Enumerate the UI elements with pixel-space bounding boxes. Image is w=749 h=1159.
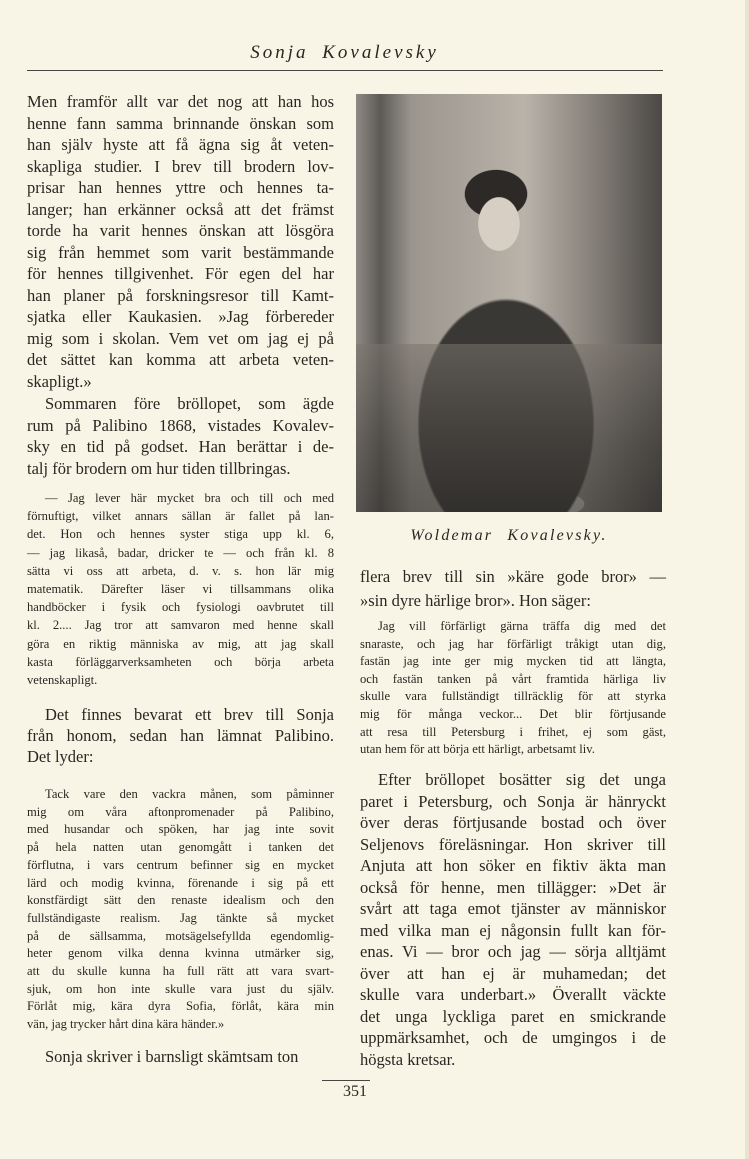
header-rule — [27, 70, 663, 71]
text-line: mig om våra aftonpromenader på Palibino, — [27, 804, 334, 819]
text-line: heter genom vilka denna kvinna utmärker sig, — [27, 946, 334, 961]
page-edge — [745, 0, 749, 1159]
text-line: Seljenovs föreläsningar. Hon skriver till — [360, 834, 666, 854]
running-title: Sonja Kovalevsky — [250, 42, 439, 63]
text-line: det unga lyckliga paret en smickrande — [360, 1006, 666, 1026]
text-line: skulle vara fullständigt tillräcklig för att styrka — [360, 689, 666, 704]
text-line: snaraste, och jag har förfärligt tråkigt utan dig, — [360, 636, 666, 651]
text-line: — jag likaså, badar, dricker te — och från kl. 8 — [27, 545, 334, 560]
text-line: också för henne, men tillägger: »Det är — [360, 877, 666, 897]
text-line: för hennes tillgivenhet. För egen del har — [27, 264, 334, 283]
text-line: Jag vill förfärligt gärna träffa dig med det — [378, 619, 666, 633]
text-line: kasta förläggarverksamheten och börja arbeta — [27, 654, 334, 669]
text-line: från honom, sedan han lämnat Palibino. — [27, 726, 334, 745]
text-line: han planer på forskningsresor till Kamt- — [27, 285, 334, 305]
text-line: Tack vare den vackra månen, som påminner — [45, 787, 334, 801]
text-line: enas. Vi — bror och jag — sörja alltjämt — [360, 942, 666, 961]
text-line: Men framför allt var det nog att han hos — [27, 92, 334, 111]
page-number: 351 — [343, 1083, 367, 1100]
text-line: sjatka eller Kaukasien. »Jag förbereder — [27, 307, 334, 326]
paragraph — [360, 769, 666, 1070]
text-line: Anjuta att hon söker en fiktiv äkta man — [360, 856, 666, 875]
text-line: skapligt.» — [27, 371, 92, 391]
quoted-letter-excerpt — [27, 489, 334, 689]
text-line: att resa till Petersburg i frihet, ej som gäst, — [360, 724, 666, 739]
text-line: langer; han erkänner också att det främst — [27, 199, 334, 219]
text-line: med vilka man ej någonsin fullt kan för- — [360, 920, 666, 940]
text-line: torde ha varit hennes önskan att lösgöra — [27, 221, 334, 240]
text-line: handböcker i fysik och fysiologi oavbrutet till — [27, 600, 334, 615]
text-line: svårt att taga emot tjänster av människor — [360, 899, 666, 918]
text-line: Det lyder: — [27, 747, 94, 766]
text-line: och fastän tanken på vårt framtida härliga liv — [360, 671, 666, 686]
text-line: över att han ej är muhamedan; det — [360, 963, 666, 983]
text-line: på de sällsamma, motsägelsefyllda egendomlig- — [27, 928, 334, 943]
text-line: sky en tid på godset. Han berättar i de- — [27, 437, 334, 456]
text-line: det. Hon och hennes syster stiga upp kl. 6, — [27, 527, 334, 542]
text-line: Förlåt mig, kära dyra Sofia, förlåt, kära min — [27, 999, 334, 1014]
text-line: göra en riktig människa av mig, att jag skall — [27, 636, 334, 651]
text-line: »sin dyre härlige bror». Hon säger: — [360, 591, 591, 610]
text-line: rum på Palibino 1868, vistades Kovalev- — [27, 415, 334, 435]
text-line: att du skulle kunna ha full rätt att vara svart- — [27, 964, 334, 979]
text-line: talj för brodern om hur tiden tillbringas. — [27, 458, 291, 478]
text-line: fullständigaste realism. Jag tänkte så mycket — [27, 910, 334, 925]
text-line: henne fann samma brinnande önskan som — [27, 113, 334, 133]
paragraph — [360, 565, 666, 613]
text-line: högsta kretsar. — [360, 1049, 456, 1069]
text-line: kl. 2.... Jag tror att samvaron med henne skall — [27, 618, 334, 633]
text-line: på hela natten utan genomgått i tanken det — [27, 840, 334, 855]
text-line: matematik. Därefter läser vi tillsammans olika — [27, 582, 334, 597]
text-line: sätta vi oss att arbeta, d. v. s. hon lär mig — [27, 563, 334, 578]
portrait-photo — [356, 94, 662, 512]
text-line: det sättet kan komma att arbeta veten- — [27, 350, 334, 369]
text-line: förnuftigt, vilket annars sällan är fallet på lan- — [27, 509, 334, 524]
text-line: Sonja skriver i barnsligt skämtsam ton — [45, 1047, 299, 1066]
quoted-letter — [360, 618, 666, 759]
text-line: Sommaren före bröllopet, som ägde — [45, 394, 334, 413]
text-line: skapliga studier. I brev till brodern lov- — [27, 156, 334, 176]
text-line: utan hem för att börja ett härligt, arbetsamt liv. — [360, 742, 595, 757]
paragraph — [27, 704, 334, 767]
figure-caption: Woldemar Kovalevsky. — [410, 527, 608, 544]
text-line: över deras förtjusande bostad och över — [360, 813, 666, 832]
text-line: vän, jag trycker hårt dina kära händer.» — [27, 1017, 225, 1032]
paragraph — [27, 1046, 334, 1068]
page-number-rule — [322, 1080, 370, 1081]
text-line: Efter bröllopet bosätter sig det unga — [378, 770, 666, 789]
text-line: paret i Petersburg, och Sonja är hänryckt — [360, 791, 666, 811]
text-line: lärd och modig kvinna, förenande i sig på ett — [27, 875, 334, 890]
paragraph — [27, 91, 334, 392]
text-line: sig från hemmet som varit bestämmande — [27, 242, 334, 262]
text-line: fastän jag inte ger mig mycken tid att längta, — [360, 654, 666, 669]
text-line: Det finnes bevarat ett brev till Sonja — [45, 705, 334, 724]
text-line: — Jag lever här mycket bra och till och med — [45, 491, 334, 505]
text-line: han själv hyste att få ägna sig åt veten- — [27, 135, 334, 154]
text-line: vetenskapligt. — [27, 673, 98, 688]
text-line: sjuk, om hon inte skulle vara just du själv. — [27, 981, 334, 996]
text-line: förflutna, i vars centrum befinner sig en mycket — [27, 857, 334, 872]
text-line: mig för många veckor... Det blir förtjusande — [360, 706, 666, 721]
text-line: mig som i skolan. Vem vet om jag ej på — [27, 328, 334, 348]
text-line: uppmärksamhet, och de umgingos i de — [360, 1028, 666, 1047]
text-line: skulle vara underbart.» Överallt väckte — [360, 985, 666, 1004]
text-line: prisar han hennes yttre och hennes ta- — [27, 178, 334, 197]
quoted-letter — [27, 786, 334, 1034]
paragraph — [27, 393, 334, 479]
running-header — [0, 42, 749, 64]
text-line: med husandar och spöken, har jag inte sovit — [27, 822, 334, 837]
text-line: konstfärdigt sätt den renaste idealism och den — [27, 893, 334, 908]
text-line: flera brev till sin »käre gode bror» — — [360, 567, 666, 586]
